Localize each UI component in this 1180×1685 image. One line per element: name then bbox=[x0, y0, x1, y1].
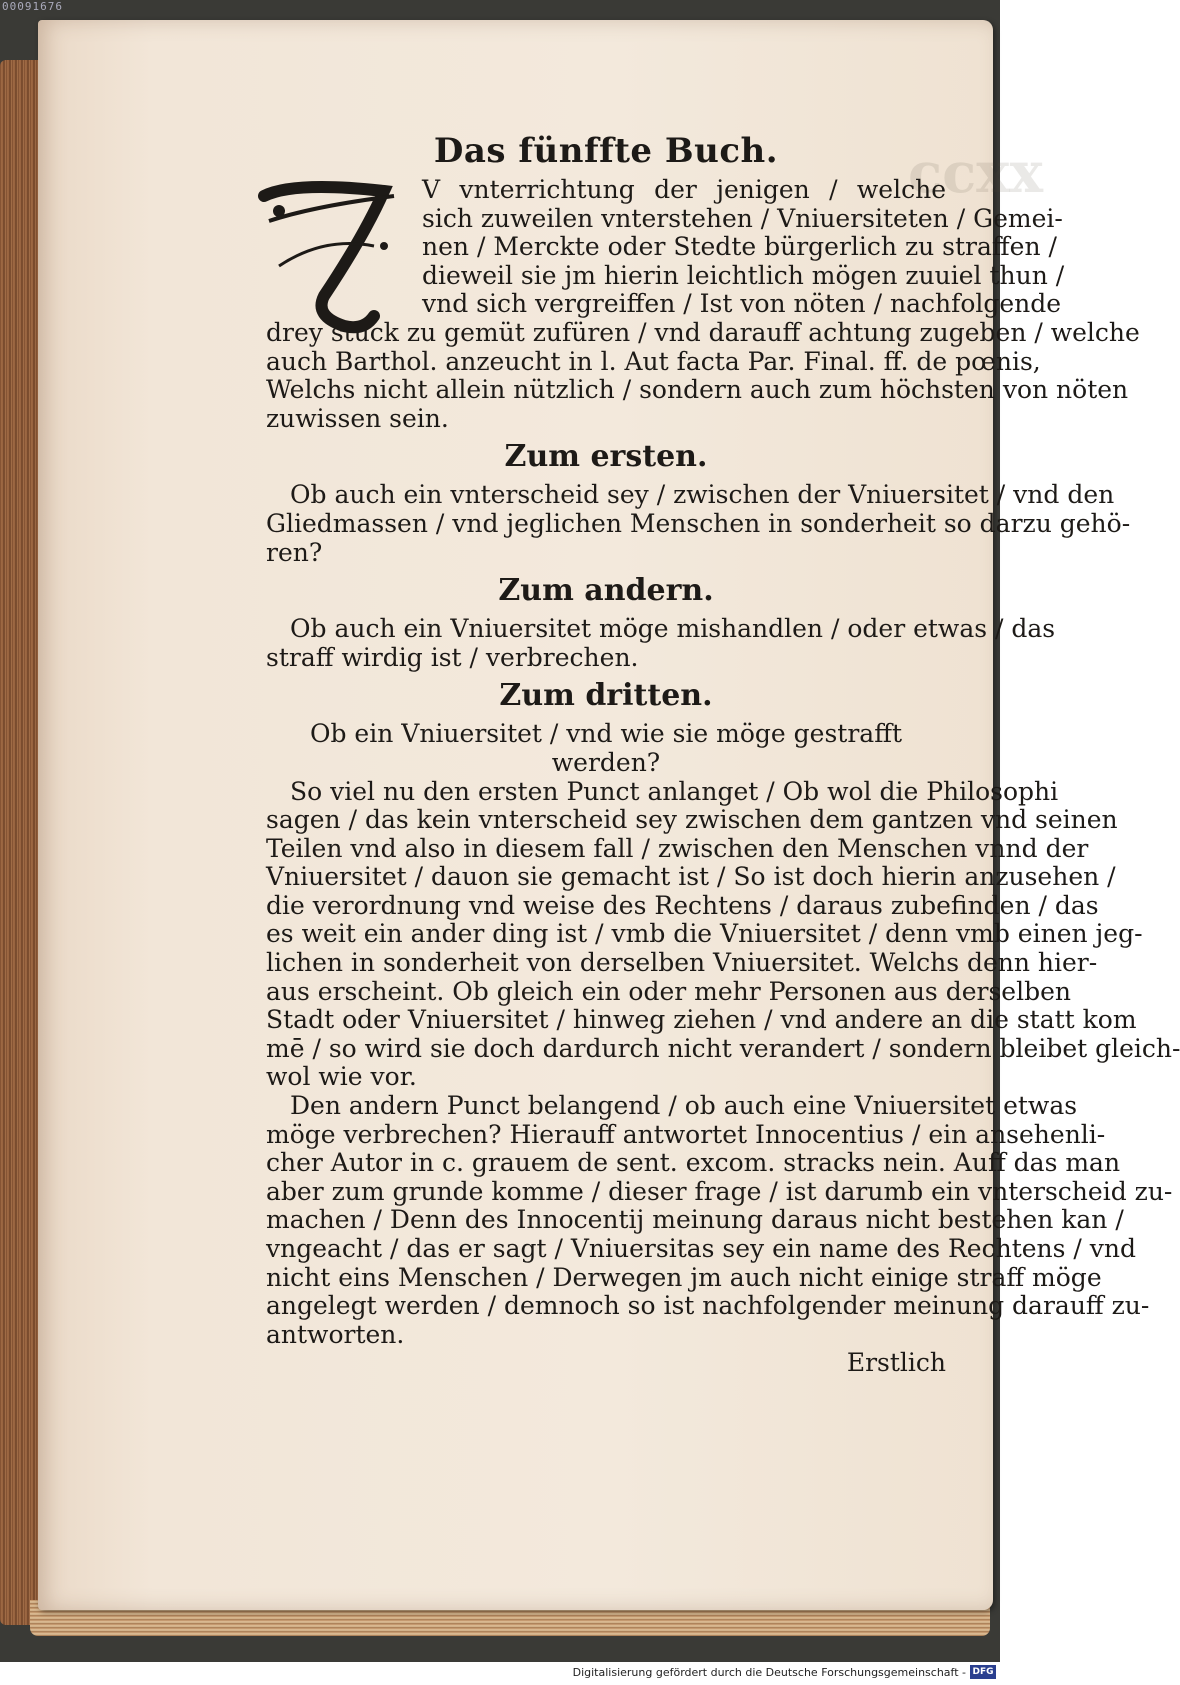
text-line: Stadt oder Vniuersitet / hinweg ziehen / vnd andere an die statt kom bbox=[266, 1005, 1137, 1035]
section-heading: Zum dritten. bbox=[499, 678, 713, 714]
text-line: nen / Merckte oder Stedte bürgerlich zu straffen / bbox=[422, 232, 1057, 262]
text-line: drey stück zu gemüt zufüren / vnd darauff achtung zugeben / welche bbox=[266, 317, 1140, 347]
paragraph bbox=[266, 776, 1180, 1093]
text-line: sich zuweilen vnterstehen / Vniuersiteten / Gemei- bbox=[422, 203, 1063, 233]
text-line: nicht eins Menschen / Derwegen jm auch nicht einige straff möge bbox=[266, 1262, 1102, 1292]
paragraph bbox=[266, 480, 1131, 567]
text-line: Welchs nicht allein nützlich / sondern auch zum höchsten von nöten bbox=[266, 375, 1129, 405]
text-line: Ob auch ein vnterscheid sey / zwischen der Vniuersitet / vnd den bbox=[290, 480, 1115, 510]
text-line: dieweil sie jm hierin leichtlich mögen zuuiel thun / bbox=[422, 260, 1065, 290]
text-line: aus erscheint. Ob gleich ein oder mehr Personen aus derselben bbox=[266, 976, 1071, 1006]
text-line: Den andern Punct belangend / ob auch eine Vniuersitet etwas bbox=[290, 1091, 1078, 1121]
text-line: wol wie vor. bbox=[266, 1062, 417, 1092]
text-line: Ob auch ein Vniuersitet möge mishandlen / oder etwas / das bbox=[290, 614, 1056, 644]
text-line: So viel nu den ersten Punct anlanget / Ob wol die Philosophi bbox=[290, 776, 1059, 806]
text-line: Vniuersitet / dauon sie gemacht ist / So ist doch hierin anzusehen / bbox=[266, 862, 1116, 892]
text-line: auch Barthol. anzeucht in l. Aut facta Par. Final. ff. de pœnis, bbox=[266, 346, 1041, 376]
running-head: Das fünffte Buch. bbox=[433, 131, 779, 171]
text-line: aber zum grunde komme / dieser frage / ist darumb ein vnterscheid zu- bbox=[266, 1176, 1173, 1206]
section-heading: Zum ersten. bbox=[504, 439, 708, 475]
question-line: Ob ein Vniuersitet / vnd wie sie möge gestrafft werden? bbox=[309, 719, 903, 777]
text-line: die verordnung vnd weise des Rechtens / daraus zubefinden / das bbox=[266, 890, 1099, 920]
text-line: angelegt werden / demnoch so ist nachfolgender meinung darauff zu- bbox=[266, 1291, 1150, 1321]
text-line: V vnterrichtung der jenigen / welche bbox=[422, 175, 946, 204]
text-line: straff wirdig ist / verbrechen. bbox=[266, 642, 639, 672]
text-line: antworten. bbox=[266, 1319, 405, 1349]
text-line: sagen / das kein vnterscheid sey zwischen dem gantzen vnd seinen bbox=[266, 805, 1118, 835]
text-line: es weit ein ander ding ist / vmb die Vniuersitet / denn vmb einen jeg- bbox=[266, 919, 1143, 949]
dfg-logo-icon[interactable]: DFG bbox=[970, 1665, 996, 1679]
text-line: möge verbrechen? Hierauff antwortet Innocentius / ein ansehenli- bbox=[266, 1119, 1106, 1149]
text-line: zuwissen sein. bbox=[266, 403, 449, 433]
text-line: Teilen vnd also in diesem fall / zwischen den Menschen vnnd der bbox=[266, 833, 1089, 863]
text-line: vnd sich vergreiffen / Ist von nöten / nachfolgende bbox=[422, 289, 1062, 319]
text-line: mē / so wird sie doch dardurch nicht verandert / sondern bleibet gleich- bbox=[266, 1033, 1180, 1063]
catchword: Erstlich bbox=[846, 1348, 946, 1378]
text-line: Gliedmassen / vnd jeglichen Menschen in sonderheit so darzu gehö- bbox=[266, 508, 1131, 538]
text-line: vngeacht / das er sagt / Vniuersitas sey ein name des Rechtens / vnd bbox=[266, 1234, 1137, 1263]
text-line: machen / Denn des Innocentij meinung daraus nicht bestehen kan / bbox=[266, 1205, 1124, 1235]
bleed-through-ghost: ccxx bbox=[908, 140, 1043, 206]
decorated-initial-z-icon bbox=[254, 176, 404, 346]
text-line: cher Autor in c. grauem de sent. excom. stracks nein. Auff das man bbox=[266, 1148, 1121, 1178]
paragraph bbox=[266, 1091, 1173, 1349]
section-heading: Zum andern. bbox=[498, 573, 714, 609]
shelf-mark: 00091676 bbox=[2, 0, 63, 13]
paragraph bbox=[266, 614, 1056, 672]
text-line: ren? bbox=[266, 537, 323, 567]
footer-credit: Digitalisierung gefördert durch die Deutsche Forschungsgemeinschaft - bbox=[572, 1666, 966, 1679]
text-line: lichen in sonderheit von derselben Vniuersitet. Welchs denn hier- bbox=[266, 948, 1098, 978]
